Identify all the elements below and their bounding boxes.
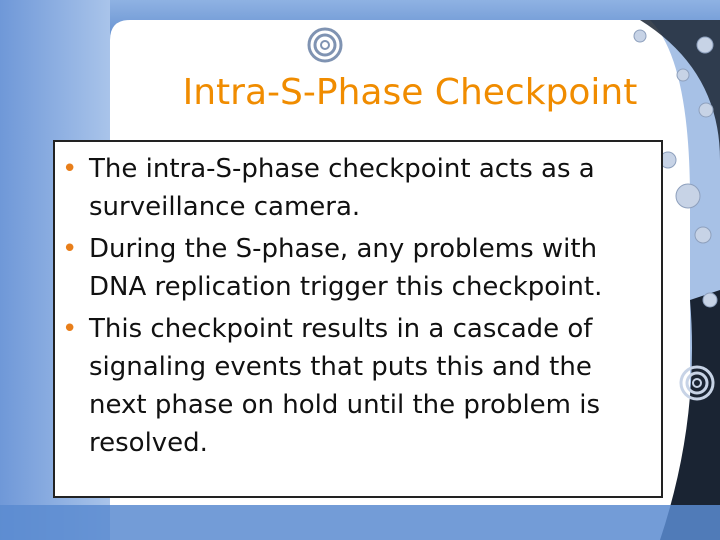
bullet-item <box>55 150 655 226</box>
bullet-icon: • <box>62 154 78 184</box>
bullet-item <box>55 310 655 462</box>
bullet-text: During the S-phase, any problems with DNA replication trigger this checkpoint. <box>89 234 603 302</box>
slide-title: Intra-S-Phase Checkpoint <box>182 72 638 113</box>
bottom-band <box>0 505 720 540</box>
bullet-icon: • <box>62 314 78 344</box>
content-box <box>53 140 663 498</box>
bullet-text: The intra-S-phase checkpoint acts as a surveillance camera. <box>89 154 595 222</box>
bullet-item <box>55 230 655 306</box>
bullet-list <box>55 150 655 466</box>
bullet-icon: • <box>62 234 78 264</box>
bullet-text: This checkpoint results in a cascade of signaling events that puts this and the next phase on hold until the problem is resolved. <box>89 314 601 458</box>
